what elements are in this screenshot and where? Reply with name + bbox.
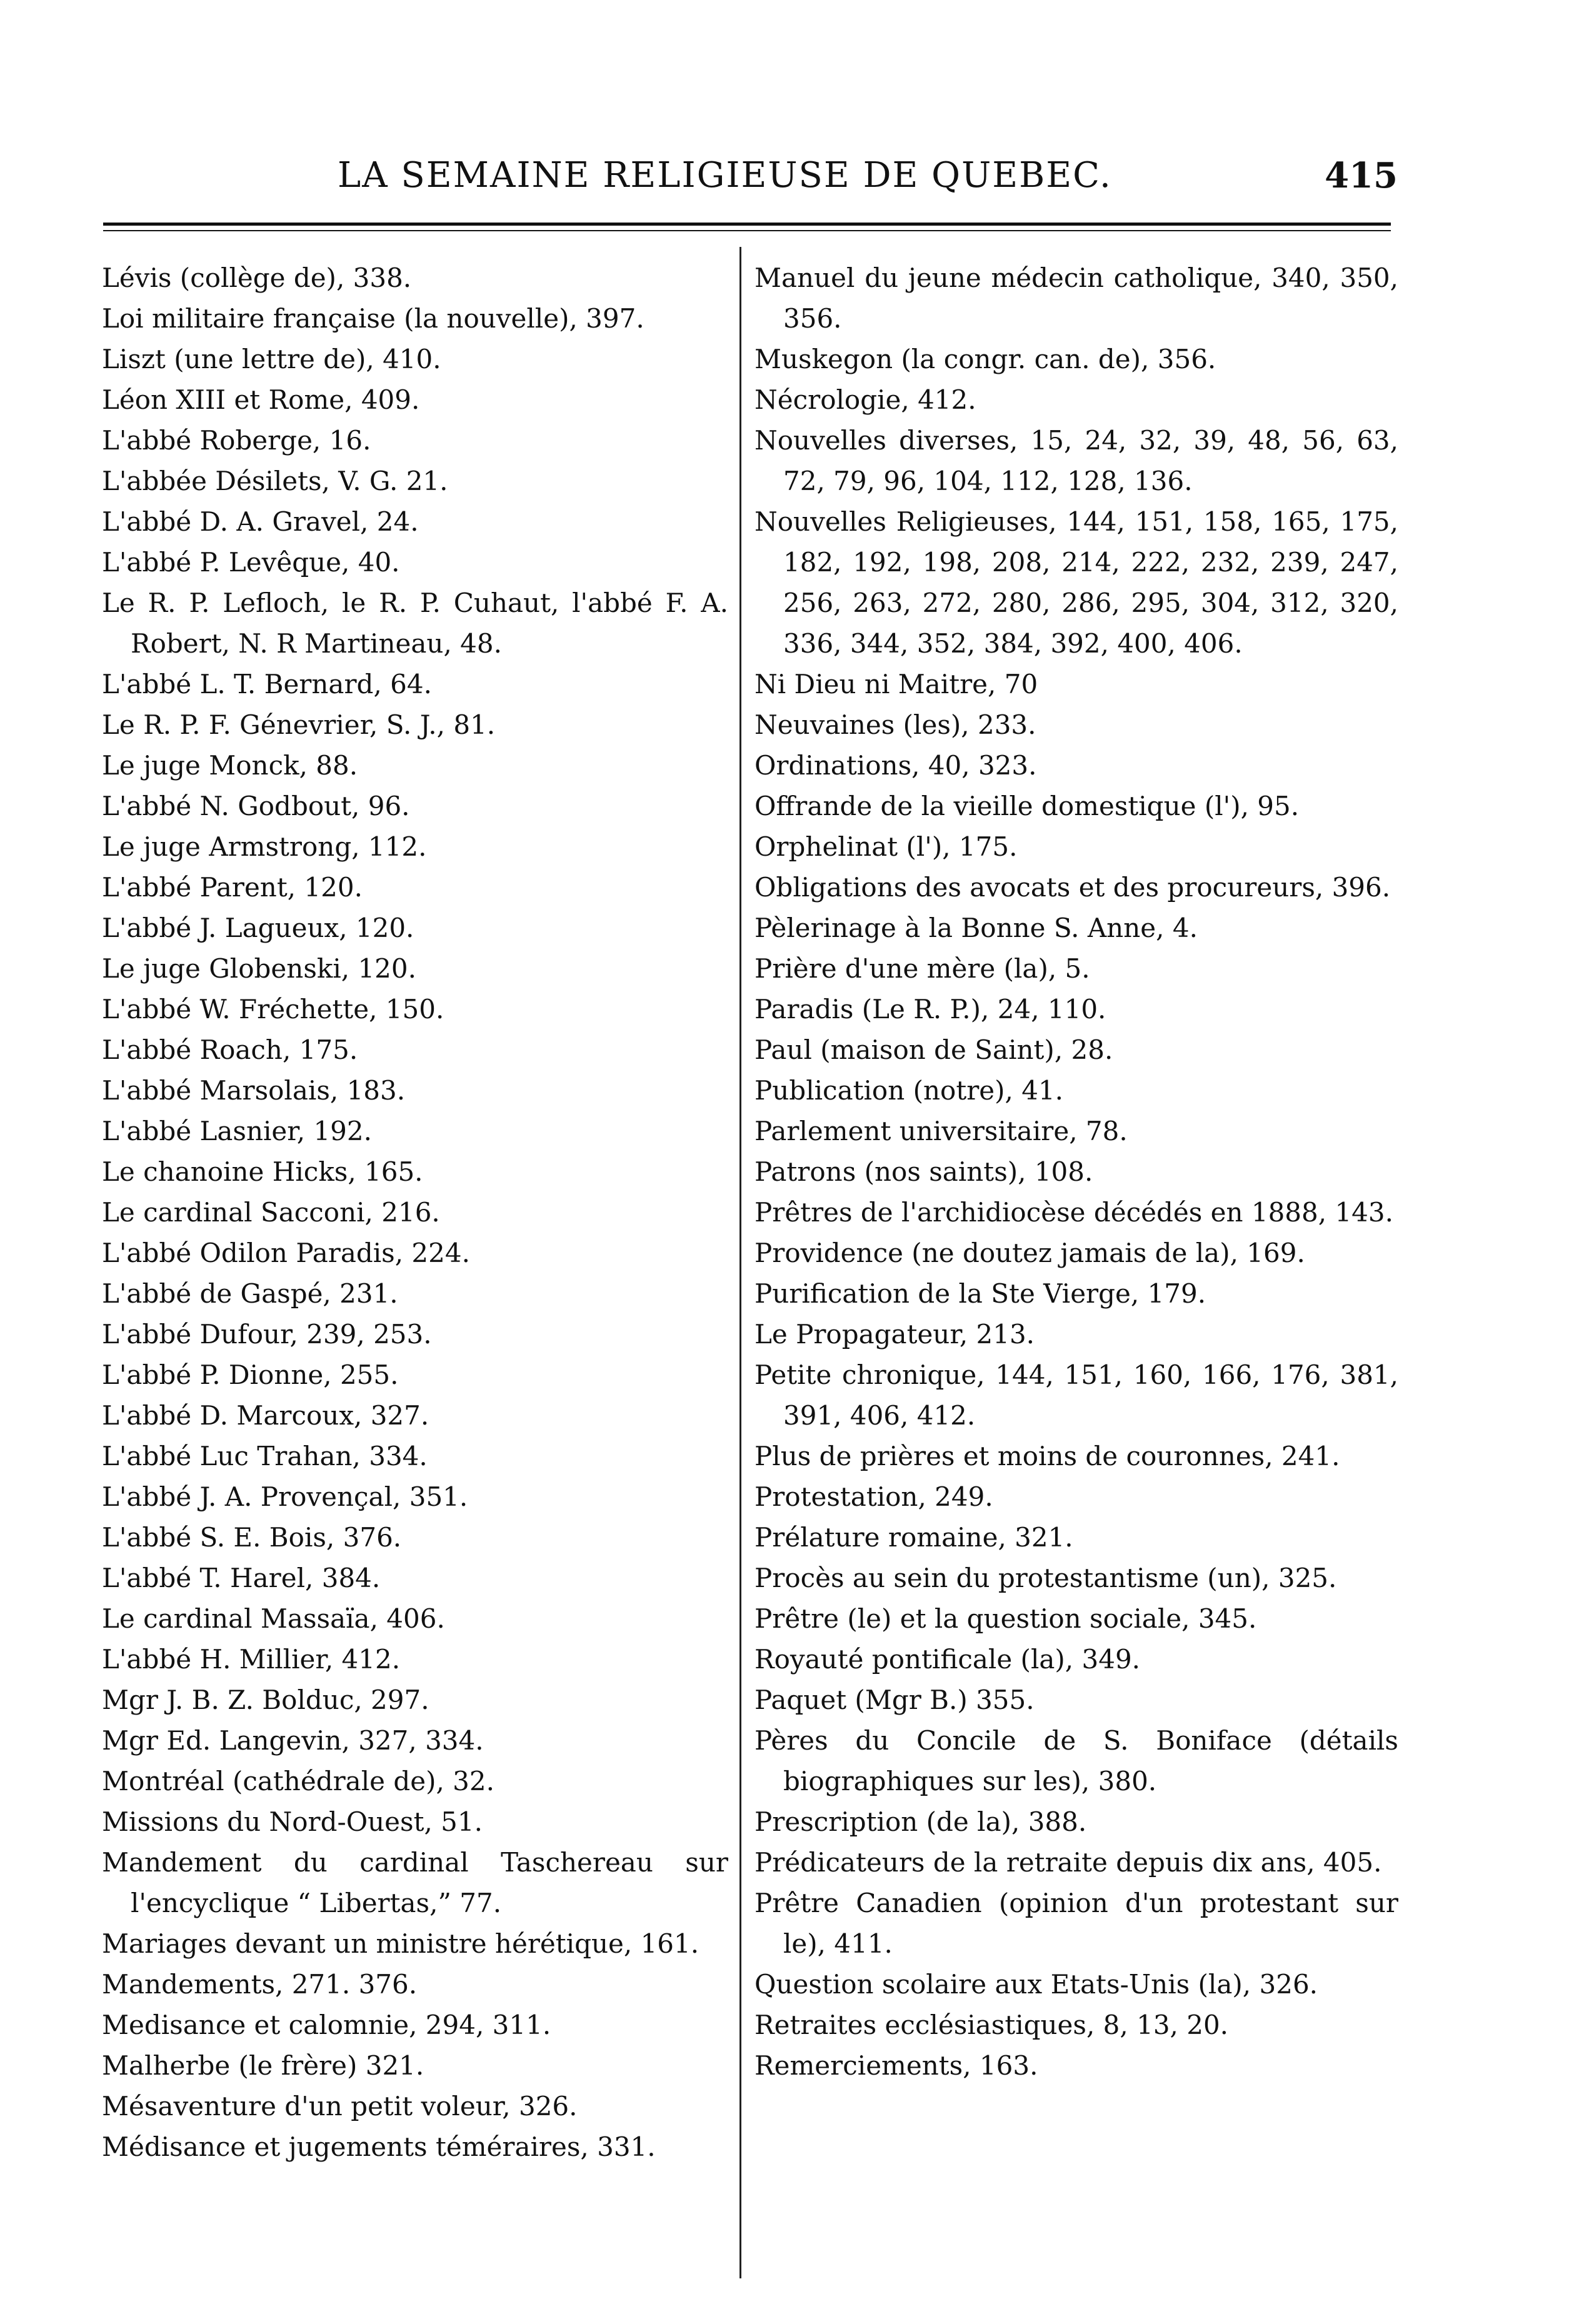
index-entry: Montréal (cathédrale de), 32.	[102, 1766, 494, 1796]
page-header	[94, 155, 1398, 205]
index-entry: Patrons (nos saints), 108.	[754, 1156, 1093, 1187]
index-entry: L'abbé Marsolais, 183.	[102, 1075, 406, 1106]
index-entry: Le juge Monck, 88.	[102, 750, 358, 781]
index-entry: L'abbé Roach, 175.	[102, 1034, 358, 1065]
index-entry: L'abbé S. E. Bois, 376.	[102, 1522, 402, 1553]
index-column-right	[754, 258, 1398, 2086]
index-entry: Lévis (collège de), 338.	[102, 263, 412, 293]
index-entry: Pèlerinage à la Bonne S. Anne, 4.	[754, 913, 1198, 943]
index-entry: Le juge Armstrong, 112.	[102, 831, 427, 862]
index-entry: L'abbé T. Harel, 384.	[102, 1563, 381, 1593]
index-entry: Malherbe (le frère) 321.	[102, 2050, 424, 2081]
index-entry: L'abbé W. Fréchette, 150.	[102, 994, 444, 1024]
index-entry: Paquet (Mgr B.) 355.	[754, 1685, 1035, 1715]
index-entry: L'abbée Désilets, V. G. 21.	[102, 466, 448, 496]
index-entry: Le cardinal Sacconi, 216.	[102, 1197, 440, 1228]
index-entry: Le R. P. F. Génevrier, S. J., 81.	[102, 709, 496, 740]
index-entry: L'abbé P. Levêque, 40.	[102, 547, 400, 578]
index-entry: Léon XIII et Rome, 409.	[102, 384, 420, 415]
index-entry: Prêtre Canadien (opinion d'un protestant sur le), 411.	[754, 1888, 1398, 1959]
index-entry: Prêtres de l'archidiocèse décédés en 1888, 143.	[754, 1197, 1393, 1228]
index-entry: Parlement universitaire, 78.	[754, 1116, 1128, 1146]
index-entry: L'abbé N. Godbout, 96.	[102, 791, 410, 821]
index-entry: Retraites ecclésiastiques, 8, 13, 20.	[754, 2010, 1229, 2040]
index-entry: Le cardinal Massaïa, 406.	[102, 1603, 445, 1634]
index-entry: Mandements, 271. 376.	[102, 1969, 418, 2000]
index-entry: Nouvelles Religieuses, 144, 151, 158, 165, 175, 182, 192, 198, 208, 214, 222, 232, 239, 247, 256, 263, 272, 280, 286, 295, 304, 312, 320, 336, 344, 352, 384, 392, 400, 406.	[754, 506, 1398, 659]
index-entry: L'abbé J. Lagueux, 120.	[102, 913, 414, 943]
index-entry: Orphelinat (l'), 175.	[754, 831, 1018, 862]
index-entry: Mariages devant un ministre hérétique, 161.	[102, 1928, 699, 1959]
page-number: 415	[1325, 155, 1398, 196]
index-entry: Muskegon (la congr. can. de), 356.	[754, 344, 1216, 374]
index-entry: L'abbé Luc Trahan, 334.	[102, 1441, 428, 1471]
index-entry: Question scolaire aux Etats-Unis (la), 326.	[754, 1969, 1318, 2000]
index-entry: Mgr J. B. Z. Bolduc, 297.	[102, 1685, 429, 1715]
header-rule-thin	[103, 230, 1391, 231]
index-entry: Ordinations, 40, 323.	[754, 750, 1037, 781]
index-entry: Loi militaire française (la nouvelle), 397.	[102, 303, 644, 334]
index-entry: L'abbé H. Millier, 412.	[102, 1644, 401, 1675]
index-entry: Providence (ne doutez jamais de la), 169.	[754, 1238, 1305, 1268]
index-entry: L'abbé Dufour, 239, 253.	[102, 1319, 432, 1350]
index-entry: L'abbé D. A. Gravel, 24.	[102, 506, 419, 537]
index-entry: Nouvelles diverses, 15, 24, 32, 39, 48, 56, 63, 72, 79, 96, 104, 112, 128, 136.	[754, 425, 1398, 496]
index-entry: L'abbé Odilon Paradis, 224.	[102, 1238, 470, 1268]
index-entry: Prédicateurs de la retraite depuis dix ans, 405.	[754, 1847, 1382, 1878]
running-title: LA SEMAINE RELIGIEUSE DE QUEBEC.	[338, 155, 1112, 196]
column-divider	[739, 247, 741, 2278]
index-entry: Le Propagateur, 213.	[754, 1319, 1035, 1350]
index-entry: Plus de prières et moins de couronnes, 241.	[754, 1441, 1340, 1471]
index-entry: Liszt (une lettre de), 410.	[102, 344, 441, 374]
index-entry: L'abbé Parent, 120.	[102, 872, 363, 903]
index-entry: L'abbé de Gaspé, 231.	[102, 1278, 398, 1309]
index-entry: Médisance et jugements téméraires, 331.	[102, 2131, 656, 2162]
index-entry: Mandement du cardinal Taschereau sur l'encyclique “ Libertas,” 77.	[102, 1847, 728, 1918]
index-entry: Publication (notre), 41.	[754, 1075, 1064, 1106]
index-entry: Prescription (de la), 388.	[754, 1806, 1087, 1837]
index-entry: Protestation, 249.	[754, 1481, 993, 1512]
index-entry: Missions du Nord-Ouest, 51.	[102, 1806, 483, 1837]
index-entry: L'abbé Roberge, 16.	[102, 425, 371, 456]
index-entry: Petite chronique, 144, 151, 160, 166, 176, 381, 391, 406, 412.	[754, 1360, 1398, 1431]
header-rule	[103, 223, 1391, 226]
index-entry: Prêtre (le) et la question sociale, 345.	[754, 1603, 1257, 1634]
index-entry: Ni Dieu ni Maitre, 70	[754, 669, 1038, 699]
index-entry: Neuvaines (les), 233.	[754, 709, 1036, 740]
index-entry: Procès au sein du protestantisme (un), 325.	[754, 1563, 1337, 1593]
index-entry: L'abbé L. T. Bernard, 64.	[102, 669, 432, 699]
index-entry: Paradis (Le R. P.), 24, 110.	[754, 994, 1106, 1024]
index-entry: Medisance et calomnie, 294, 311.	[102, 2010, 551, 2040]
index-entry: Le chanoine Hicks, 165.	[102, 1156, 423, 1187]
index-column-left	[102, 258, 728, 2167]
index-entry: L'abbé P. Dionne, 255.	[102, 1360, 399, 1390]
index-entry: L'abbé Lasnier, 192.	[102, 1116, 372, 1146]
index-entry: Mésaventure d'un petit voleur, 326.	[102, 2091, 578, 2121]
index-entry: Purification de la Ste Vierge, 179.	[754, 1278, 1206, 1309]
index-entry: Manuel du jeune médecin catholique, 340, 350, 356.	[754, 263, 1398, 334]
index-entry: Le juge Globenski, 120.	[102, 953, 416, 984]
index-entry: Prélature romaine, 321.	[754, 1522, 1073, 1553]
index-entry: Nécrologie, 412.	[754, 384, 976, 415]
index-entry: L'abbé D. Marcoux, 327.	[102, 1400, 429, 1431]
index-entry: L'abbé J. A. Provençal, 351.	[102, 1481, 468, 1512]
index-entry: Pères du Concile de S. Boniface (détails biographiques sur les), 380.	[754, 1725, 1398, 1796]
index-entry: Remerciements, 163.	[754, 2050, 1038, 2081]
index-entry: Paul (maison de Saint), 28.	[754, 1034, 1113, 1065]
index-entry: Prière d'une mère (la), 5.	[754, 953, 1090, 984]
index-entry: Le R. P. Lefloch, le R. P. Cuhaut, l'abbé F. A. Robert, N. R Martineau, 48.	[102, 588, 728, 659]
index-entry: Obligations des avocats et des procureurs, 396.	[754, 872, 1391, 903]
index-entry: Mgr Ed. Langevin, 327, 334.	[102, 1725, 484, 1756]
index-entry: Royauté pontificale (la), 349.	[754, 1644, 1141, 1675]
index-entry: Offrande de la vieille domestique (l'), 95.	[754, 791, 1300, 821]
